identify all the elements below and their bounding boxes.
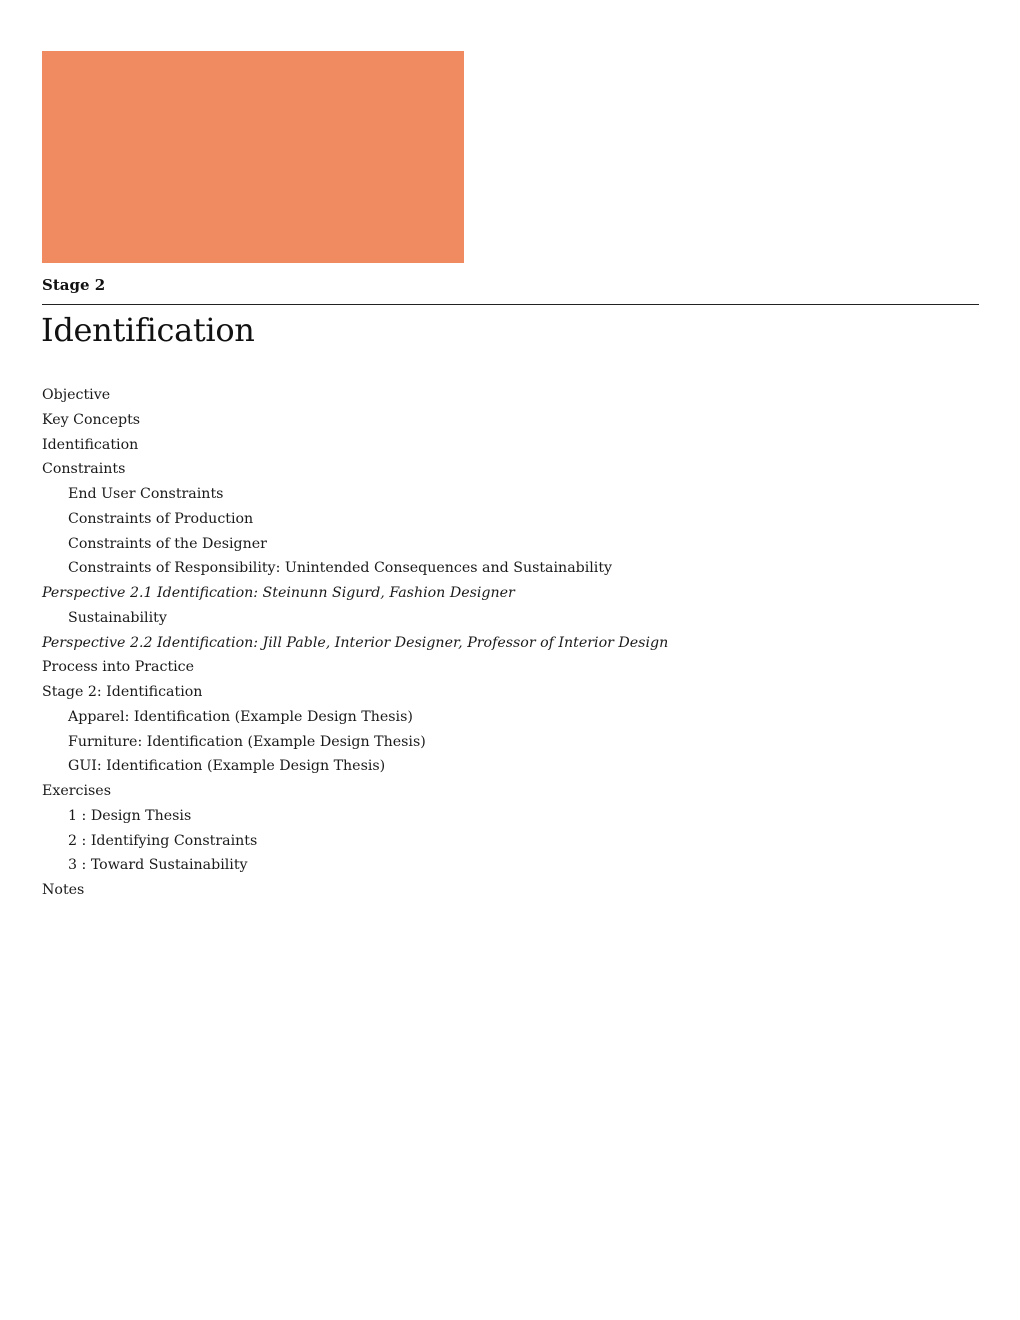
toc-link[interactable]: Exercises [42, 783, 111, 799]
toc-link[interactable]: End User Constraints [68, 486, 224, 502]
stage-label: Stage 2 [42, 276, 106, 294]
toc-link[interactable]: 2 : Identifying Constraints [68, 832, 258, 849]
toc-link[interactable]: Furniture: Identification (Example Design Thesis) [68, 733, 426, 750]
toc-link[interactable]: Identification [42, 436, 139, 453]
toc-link[interactable]: Key Concepts [42, 411, 141, 428]
toc-link[interactable]: 3 : Toward Sustainability [68, 857, 248, 874]
toc-link[interactable]: Constraints of the Designer [68, 535, 267, 552]
toc-link[interactable]: Perspective 2.2 Identification: Jill Pable, Interior Designer, Professor of Interior Design [42, 634, 669, 651]
toc-link[interactable]: Constraints [42, 461, 126, 478]
page-title: Identification [41, 311, 255, 349]
toc-link[interactable]: Stage 2: Identification [42, 684, 203, 700]
chapter-color-block [42, 51, 464, 263]
table-of-contents [42, 383, 972, 903]
toc-link[interactable]: 1 : Design Thesis [68, 807, 192, 824]
toc-link[interactable]: Notes [42, 882, 85, 898]
toc-link[interactable]: Perspective 2.1 Identification: Steinunn Sigurd, Fashion Designer [42, 585, 515, 601]
toc-link[interactable]: Sustainability [68, 609, 167, 626]
header-divider [42, 304, 979, 305]
toc-link[interactable]: GUI: Identification (Example Design Thesis) [68, 758, 386, 775]
toc-link[interactable]: Constraints of Production [68, 510, 254, 527]
toc-link[interactable]: Process into Practice [42, 659, 195, 676]
toc-link[interactable]: Constraints of Responsibility: Unintended Consequences and Sustainability [68, 560, 613, 577]
toc-link[interactable]: Apparel: Identification (Example Design Thesis) [68, 708, 413, 725]
toc-link[interactable]: Objective [42, 387, 111, 403]
